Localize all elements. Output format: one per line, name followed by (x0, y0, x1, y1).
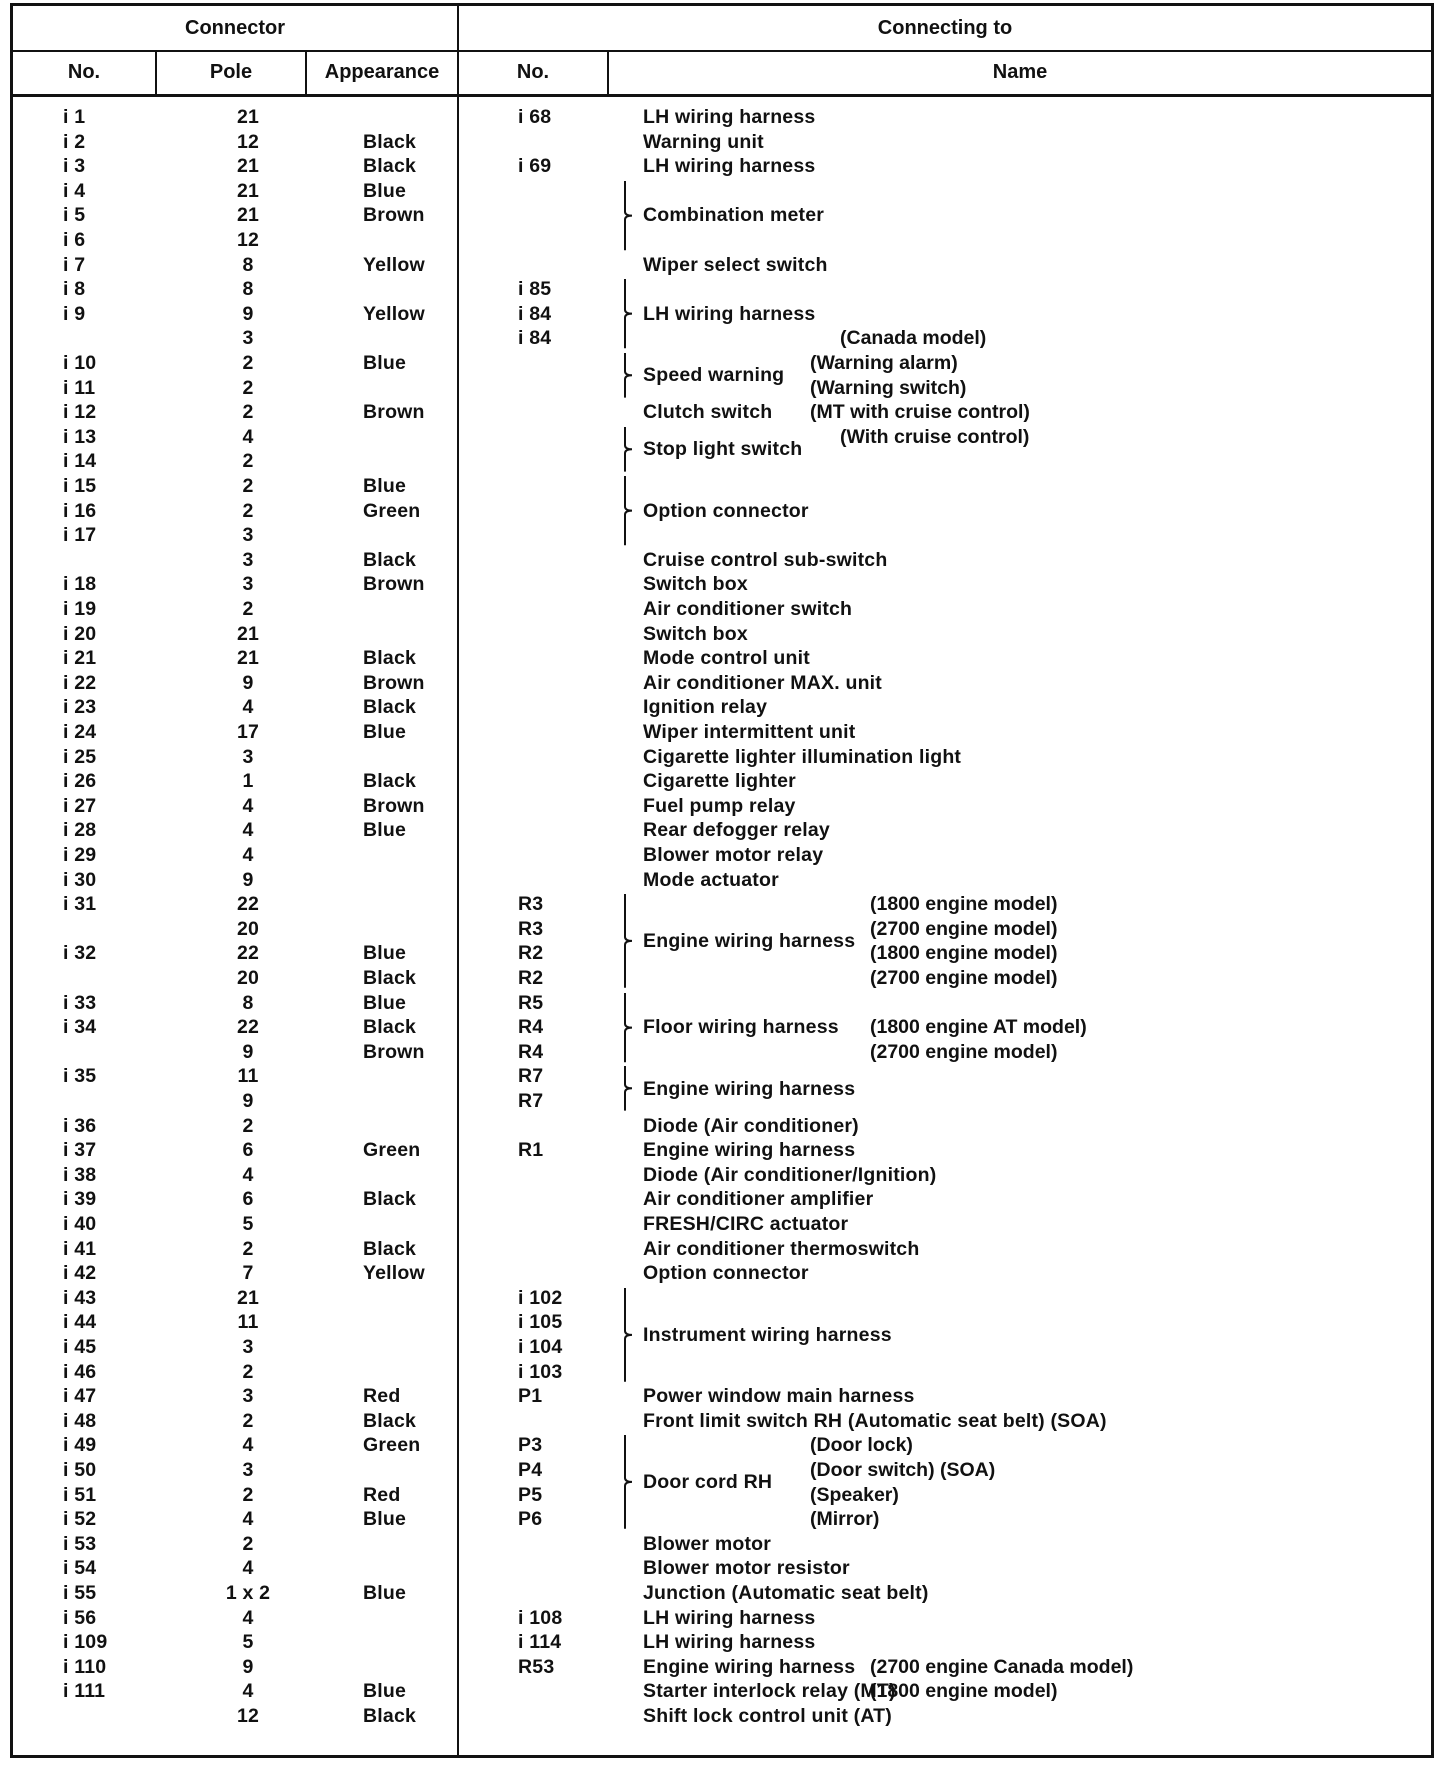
appearance: Black (363, 770, 417, 793)
connecting-no: i 84 (518, 302, 552, 325)
pole-count: 22 (236, 1016, 260, 1039)
pole-count: 12 (236, 1705, 260, 1727)
connector-no: i 4 (63, 179, 86, 202)
pole-count: 21 (236, 647, 260, 670)
appearance: Yellow (363, 253, 425, 276)
appearance: Brown (363, 1040, 425, 1063)
pole-count: 20 (236, 917, 260, 940)
pole-count: 3 (242, 1385, 254, 1408)
header-appearance: Appearance (324, 61, 440, 83)
header-pole: Pole (209, 61, 253, 83)
annotation-note: (2700 engine model) (870, 967, 1058, 989)
appearance: Black (363, 1188, 417, 1211)
connector-no: i 31 (63, 893, 97, 916)
connector-no: i 46 (63, 1360, 97, 1383)
connector-no: i 56 (63, 1606, 97, 1629)
pole-count: 17 (236, 721, 260, 743)
connector-no: i 36 (63, 1114, 97, 1137)
appearance: Blue (363, 991, 407, 1014)
connector-no: i 9 (63, 302, 86, 325)
connector-no: i 29 (63, 844, 97, 866)
connector-no: i 7 (63, 253, 86, 276)
pole-count: 9 (242, 1090, 254, 1112)
appearance: Green (363, 1139, 421, 1162)
connecting-name: Wiper intermittent unit (643, 721, 856, 743)
appearance: Black (363, 155, 417, 178)
connecting-no: i 108 (518, 1606, 563, 1629)
pole-count: 21 (236, 106, 260, 128)
appearance: Red (363, 1385, 401, 1408)
appearance: Red (363, 1483, 401, 1506)
connecting-no: R7 (518, 1090, 544, 1112)
connector-no: i 2 (63, 130, 86, 153)
pole-count: 8 (242, 991, 254, 1014)
pole-count: 4 (242, 819, 254, 842)
group-brace (624, 476, 634, 545)
pole-count: 2 (242, 1360, 254, 1383)
group-label: Speed warning (643, 364, 785, 387)
connecting-name: LH wiring harness (643, 1631, 816, 1654)
annotation-note: (Door lock) (810, 1434, 913, 1457)
appearance: Black (363, 696, 417, 719)
connecting-no: R2 (518, 942, 544, 965)
pole-count: 3 (242, 548, 254, 571)
pole-count: 4 (242, 1557, 254, 1580)
connector-no: i 55 (63, 1582, 97, 1604)
connecting-no: R53 (518, 1655, 555, 1678)
appearance: Brown (363, 401, 425, 424)
connecting-no: i 85 (518, 278, 552, 301)
connecting-no: P5 (518, 1483, 543, 1506)
connector-no: i 22 (63, 671, 97, 694)
group-brace (624, 181, 634, 250)
pole-count: 5 (242, 1631, 254, 1654)
group-label: LH wiring harness (643, 302, 816, 325)
appearance: Green (363, 499, 421, 522)
connector-no: i 47 (63, 1385, 97, 1408)
group-brace (624, 894, 634, 988)
connector-no: i 5 (63, 204, 86, 227)
appearance: Blue (363, 721, 407, 743)
connector-no: i 1 (63, 106, 86, 128)
appearance: Blue (363, 1680, 407, 1703)
pole-count: 5 (242, 1213, 254, 1235)
connecting-name: Air conditioner switch (643, 598, 853, 620)
group-brace (624, 427, 634, 472)
pole-count: 3 (242, 524, 254, 547)
annotation-note: (1800 engine model) (870, 1680, 1058, 1703)
connector-no: i 51 (63, 1483, 97, 1506)
pole-count: 20 (236, 967, 260, 989)
annotation-note: (1800 engine model) (870, 893, 1058, 916)
connector-no: i 25 (63, 745, 97, 768)
connecting-name: Cruise control sub-switch (643, 548, 888, 571)
group-label: Engine wiring harness (643, 1077, 856, 1100)
pole-count: 9 (242, 1655, 254, 1678)
header-conn-no: No. (516, 61, 550, 83)
connector-no: i 53 (63, 1532, 97, 1555)
connecting-name: FRESH/CIRC actuator (643, 1213, 849, 1235)
pole-count: 7 (242, 1262, 254, 1285)
pole-count: 6 (242, 1139, 254, 1162)
pole-count: 4 (242, 1508, 254, 1531)
annotation-note: (MT with cruise control) (810, 401, 1030, 424)
pole-count: 2 (242, 598, 254, 620)
connecting-no: R2 (518, 967, 544, 989)
pole-count: 4 (242, 794, 254, 817)
header-divider-bottom (13, 94, 1431, 97)
connecting-no: R4 (518, 1040, 544, 1063)
connecting-no: i 68 (518, 106, 552, 128)
connector-no: i 8 (63, 278, 86, 301)
appearance: Green (363, 1434, 421, 1457)
group-brace (624, 1435, 634, 1529)
appearance: Blue (363, 1582, 407, 1604)
connector-no: i 17 (63, 524, 97, 547)
connecting-name: Switch box (643, 573, 748, 596)
connector-no: i 37 (63, 1139, 97, 1162)
annotation-note: (2700 engine model) (870, 1040, 1058, 1063)
connecting-name: LH wiring harness (643, 106, 816, 128)
appearance: Black (363, 548, 417, 571)
connector-no: i 45 (63, 1336, 97, 1358)
group-label: Stop light switch (643, 438, 803, 461)
section-divider (457, 6, 459, 1755)
appearance: Blue (363, 1508, 407, 1531)
connecting-name: Engine wiring harness (643, 1655, 856, 1678)
connector-no: i 40 (63, 1213, 97, 1235)
connecting-name: Switch box (643, 622, 748, 645)
pole-count: 3 (242, 327, 254, 350)
connecting-name: Ignition relay (643, 696, 768, 719)
annotation-note: (Warning alarm) (810, 352, 958, 374)
annotation-note: (Mirror) (810, 1508, 880, 1531)
connecting-no: i 84 (518, 327, 552, 350)
connector-no: i 27 (63, 794, 97, 817)
connector-no: i 48 (63, 1409, 97, 1432)
connector-no: i 20 (63, 622, 97, 645)
connecting-name: Diode (Air conditioner) (643, 1114, 859, 1137)
connecting-no: P3 (518, 1434, 543, 1457)
appearance: Blue (363, 352, 407, 374)
appearance: Brown (363, 794, 425, 817)
connector-no: i 12 (63, 401, 97, 424)
appearance: Blue (363, 475, 407, 497)
pole-count: 9 (242, 868, 254, 891)
appearance: Brown (363, 573, 425, 596)
pole-count: 2 (242, 376, 254, 399)
pole-count: 4 (242, 1434, 254, 1457)
pole-count: 3 (242, 1336, 254, 1358)
connecting-name: Wiper select switch (643, 253, 828, 276)
connecting-no: R7 (518, 1065, 544, 1088)
group-brace (624, 353, 634, 398)
connecting-name: Rear defogger relay (643, 819, 830, 842)
pole-count: 9 (242, 671, 254, 694)
pole-count: 4 (242, 1680, 254, 1703)
pole-count: 2 (242, 1409, 254, 1432)
pole-count: 11 (237, 1065, 259, 1088)
connecting-no: R3 (518, 917, 544, 940)
header-connecting-to: Connecting to (877, 17, 1013, 39)
pole-count: 22 (236, 942, 260, 965)
connector-no: i 34 (63, 1016, 97, 1039)
connector-no: i 110 (63, 1655, 107, 1678)
connecting-name: Air conditioner MAX. unit (643, 671, 882, 694)
pole-count: 11 (237, 1311, 259, 1334)
annotation-note: (With cruise control) (840, 425, 1030, 448)
pole-count: 4 (242, 425, 254, 448)
connecting-name: Blower motor resistor (643, 1557, 850, 1580)
connector-no: i 15 (63, 475, 97, 497)
group-brace (624, 1288, 634, 1382)
connector-no: i 23 (63, 696, 97, 719)
connecting-no: R5 (518, 991, 544, 1014)
pole-count: 2 (242, 450, 254, 473)
appearance: Black (363, 1237, 417, 1260)
annotation-note: (Door switch) (SOA) (810, 1459, 996, 1481)
connecting-name: Clutch switch (643, 401, 773, 424)
connecting-name: Power window main harness (643, 1385, 915, 1408)
connecting-name: Option connector (643, 1262, 809, 1285)
connector-no: i 16 (63, 499, 97, 522)
group-brace (624, 279, 634, 348)
connecting-name: Fuel pump relay (643, 794, 796, 817)
connecting-no: i 69 (518, 155, 552, 178)
connecting-no: P1 (518, 1385, 543, 1408)
group-label: Option connector (643, 499, 809, 522)
appearance: Blue (363, 942, 407, 965)
pole-count: 21 (236, 622, 260, 645)
connector-no: i 21 (63, 647, 97, 670)
header-name: Name (992, 61, 1048, 83)
header-connector: Connector (185, 17, 285, 39)
header-no: No. (67, 61, 101, 83)
connector-no: i 44 (63, 1311, 97, 1334)
appearance: Yellow (363, 1262, 425, 1285)
connector-no: i 41 (63, 1237, 97, 1260)
group-label: Combination meter (643, 204, 825, 227)
connecting-no: i 114 (518, 1631, 562, 1654)
pole-count: 2 (242, 1532, 254, 1555)
connecting-no: P6 (518, 1508, 543, 1531)
connector-no: i 19 (63, 598, 97, 620)
appearance: Black (363, 1705, 417, 1727)
connector-no: i 10 (63, 352, 97, 374)
connector-no: i 28 (63, 819, 97, 842)
connecting-no: R1 (518, 1139, 544, 1162)
pole-count: 6 (242, 1188, 254, 1211)
connector-no: i 24 (63, 721, 97, 743)
pole-count: 4 (242, 696, 254, 719)
connecting-name: Front limit switch RH (Automatic seat belt) (SOA) (643, 1409, 1107, 1432)
pole-count: 2 (242, 1114, 254, 1137)
connecting-name: Cigarette lighter (643, 770, 796, 793)
annotation-note: (1800 engine AT model) (870, 1016, 1087, 1039)
connecting-name: Warning unit (643, 130, 764, 153)
header-divider-top (13, 50, 1431, 52)
connecting-no: R3 (518, 893, 544, 916)
pole-count: 12 (236, 130, 260, 153)
connector-no: i 42 (63, 1262, 97, 1285)
pole-count: 8 (242, 278, 254, 301)
pole-count: 4 (242, 844, 254, 866)
appearance: Brown (363, 671, 425, 694)
pole-count: 2 (242, 1483, 254, 1506)
pole-count: 21 (236, 155, 260, 178)
connecting-name: Blower motor relay (643, 844, 824, 866)
group-brace (624, 993, 634, 1062)
annotation-note: (Canada model) (840, 327, 987, 350)
pole-count: 4 (242, 1606, 254, 1629)
pole-count: 9 (242, 1040, 254, 1063)
connector-no: i 54 (63, 1557, 97, 1580)
appearance: Brown (363, 204, 425, 227)
connecting-name: Engine wiring harness (643, 1139, 856, 1162)
pole-count: 1 x 2 (225, 1582, 271, 1604)
group-brace (624, 1066, 634, 1111)
pole-count: 3 (242, 745, 254, 768)
connecting-name: Starter interlock relay (MT) (643, 1680, 896, 1703)
connecting-name: Mode actuator (643, 868, 779, 891)
connecting-name: Shift lock control unit (AT) (643, 1705, 892, 1727)
appearance: Black (363, 647, 417, 670)
appearance: Black (363, 1409, 417, 1432)
annotation-note: (Speaker) (810, 1483, 899, 1506)
appearance: Yellow (363, 302, 425, 325)
connecting-name: Air conditioner amplifier (643, 1188, 874, 1211)
group-label: Floor wiring harness (643, 1016, 839, 1039)
connecting-no: i 104 (518, 1336, 563, 1358)
connecting-no: i 105 (518, 1311, 563, 1334)
connector-no: i 39 (63, 1188, 97, 1211)
annotation-note: (2700 engine Canada model) (870, 1655, 1134, 1678)
connecting-no: R4 (518, 1016, 544, 1039)
connector-no: i 11 (63, 376, 96, 399)
group-label: Engine wiring harness (643, 930, 856, 953)
connecting-no: P4 (518, 1459, 543, 1481)
pole-count: 2 (242, 499, 254, 522)
group-label: Door cord RH (643, 1471, 773, 1494)
pole-count: 21 (236, 1286, 260, 1309)
connecting-name: Cigarette lighter illumination light (643, 745, 962, 768)
connector-no: i 30 (63, 868, 97, 891)
connecting-no: i 102 (518, 1286, 563, 1309)
appearance: Blue (363, 819, 407, 842)
appearance: Black (363, 130, 417, 153)
pole-count: 2 (242, 1237, 254, 1260)
appearance: Black (363, 967, 417, 989)
connecting-name: Blower motor (643, 1532, 772, 1555)
pole-count: 21 (236, 179, 260, 202)
pole-count: 2 (242, 352, 254, 374)
annotation-note: (1800 engine model) (870, 942, 1058, 965)
connector-no: i 32 (63, 942, 97, 965)
connecting-name: Air conditioner thermoswitch (643, 1237, 920, 1260)
connecting-name: Junction (Automatic seat belt) (643, 1582, 929, 1604)
pole-count: 3 (242, 573, 254, 596)
group-label: Instrument wiring harness (643, 1323, 892, 1346)
connector-no: i 52 (63, 1508, 97, 1531)
pole-count: 3 (242, 1459, 254, 1481)
connecting-name: Diode (Air conditioner/Ignition) (643, 1163, 937, 1186)
pole-count: 8 (242, 253, 254, 276)
pole-count: 2 (242, 401, 254, 424)
connector-no: i 49 (63, 1434, 97, 1457)
connector-no: i 109 (63, 1631, 108, 1654)
connector-no: i 18 (63, 573, 97, 596)
connecting-name: LH wiring harness (643, 155, 816, 178)
connecting-name: Mode control unit (643, 647, 810, 670)
pole-count: 21 (236, 204, 260, 227)
appearance: Black (363, 1016, 417, 1039)
connector-no: i 35 (63, 1065, 97, 1088)
connector-no: i 38 (63, 1163, 97, 1186)
connector-no: i 3 (63, 155, 86, 178)
annotation-note: (Warning switch) (810, 376, 967, 399)
connector-no: i 111 (63, 1680, 106, 1703)
connector-no: i 14 (63, 450, 97, 473)
pole-count: 4 (242, 1163, 254, 1186)
connector-no: i 50 (63, 1459, 97, 1481)
pole-count: 12 (236, 229, 260, 251)
pole-count: 22 (236, 893, 260, 916)
annotation-note: (2700 engine model) (870, 917, 1058, 940)
connecting-name: LH wiring harness (643, 1606, 816, 1629)
pole-count: 2 (242, 475, 254, 497)
connector-no: i 13 (63, 425, 97, 448)
pole-count: 1 (242, 770, 254, 793)
connector-table (10, 3, 1434, 1758)
connector-no: i 43 (63, 1286, 97, 1309)
connector-no: i 26 (63, 770, 97, 793)
pole-count: 9 (242, 302, 254, 325)
connector-no: i 6 (63, 229, 86, 251)
connector-no: i 33 (63, 991, 97, 1014)
connecting-no: i 103 (518, 1360, 563, 1383)
appearance: Blue (363, 179, 407, 202)
